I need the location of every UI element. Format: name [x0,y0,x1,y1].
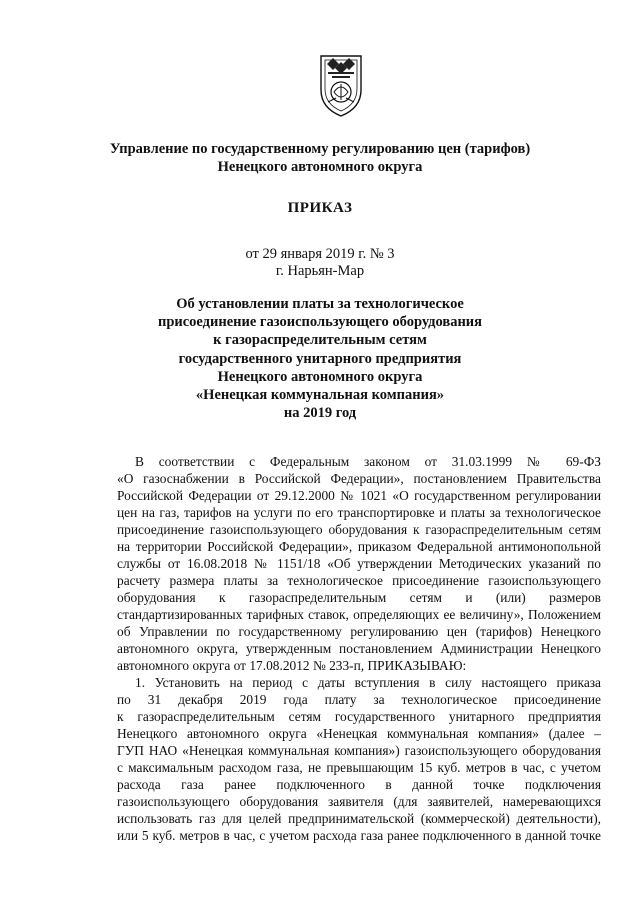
body-line: цен на газ, тарифов на услуги по его транспортировке и платы за технологическое [117,505,601,520]
body-line: Российской Федерации от 29.12.2000 № 1021 «О государственном регулировании [117,488,601,503]
agency-name [0,140,640,176]
body-line: на территории Российской Федерации», приказом Федеральной антимонопольной [117,539,601,554]
body-line: службы от 16.08.2018 № 1151/18 «Об утверждении Методических указаний по [117,556,601,571]
document-type: ПРИКАЗ [287,200,353,216]
body-line: ГУП НАО «Ненецкая коммунальная компания») газоиспользующего оборудования [117,743,601,758]
agency-line: Управление по государственному регулированию цен (тарифов) [109,141,531,157]
title-line: присоединение газоиспользующего оборудования [157,314,483,331]
body-line: В соответствии с Федеральным законом от 31.03.1999 № 69-ФЗ [135,454,601,469]
document-title [0,295,640,422]
body-line: газоиспользующего оборудования заявителя (для заявителей, намеревающихся [117,794,601,809]
body-line: использовать газ для целей предпринимательской (коммерческой) деятельности), [117,811,601,826]
body-line: автономного округа от 17.08.2012 № 233-п, ПРИКАЗЫВАЮ: [117,658,467,673]
body-line: оборудования к газораспределительным сетям и (или) размеров [117,590,601,605]
body-line: или 5 куб. метров в час, с учетом расхода газа ранее подключенного в данной точке [117,828,601,843]
title-line: государственного унитарного предприятия [178,350,462,367]
body-line: расчету размера платы за технологическое присоединение газоиспользующего [117,573,601,588]
title-line: на 2019 год [283,405,357,422]
document-place: г. Нарьян-Мар [275,263,365,279]
body-line: Ненецкого автономного округа «Ненецкая коммунальная компания» (далее – [117,726,601,741]
document-body [117,453,601,844]
body-line: расхода газа ранее подключенного в данной точке подключения [117,777,601,792]
title-line: «Ненецкая коммунальная компания» [195,387,445,404]
title-line: Об установлении платы за технологическое [176,296,464,312]
title-line: к газораспределительным сетям [213,332,427,349]
document-date: от 29 января 2019 г. № 3 [245,246,395,262]
title-line: Ненецкого автономного округа [217,368,423,385]
coat-of-arms-icon [318,54,364,118]
body-line: автономного округа, утвержденным постановлением Администрации Ненецкого [117,641,601,656]
body-line: об Управлении по государственному регулированию цен (тарифов) Ненецкого [117,624,601,639]
body-line: стандартизированных тарифных ставок, определяющих ее величину», Положением [117,607,601,622]
body-line: присоединение газоиспользующего оборудования к газораспределительным сетям [117,522,601,537]
body-line: по 31 декабря 2019 года плату за технологическое присоединение [117,692,601,707]
body-line: 1. Установить на период с даты вступления в силу настоящего приказа [135,675,601,690]
agency-line: Ненецкого автономного округа [217,159,423,175]
body-line: «О газоснабжении в Российской Федерации», постановлением Правительства [117,471,601,486]
body-line: к газораспределительным сетям государственного унитарного предприятия [117,709,601,724]
body-line: с максимальным расходом газа, не превышающим 15 куб. метров в час, с учетом [117,760,601,775]
date-place-block [0,246,640,280]
